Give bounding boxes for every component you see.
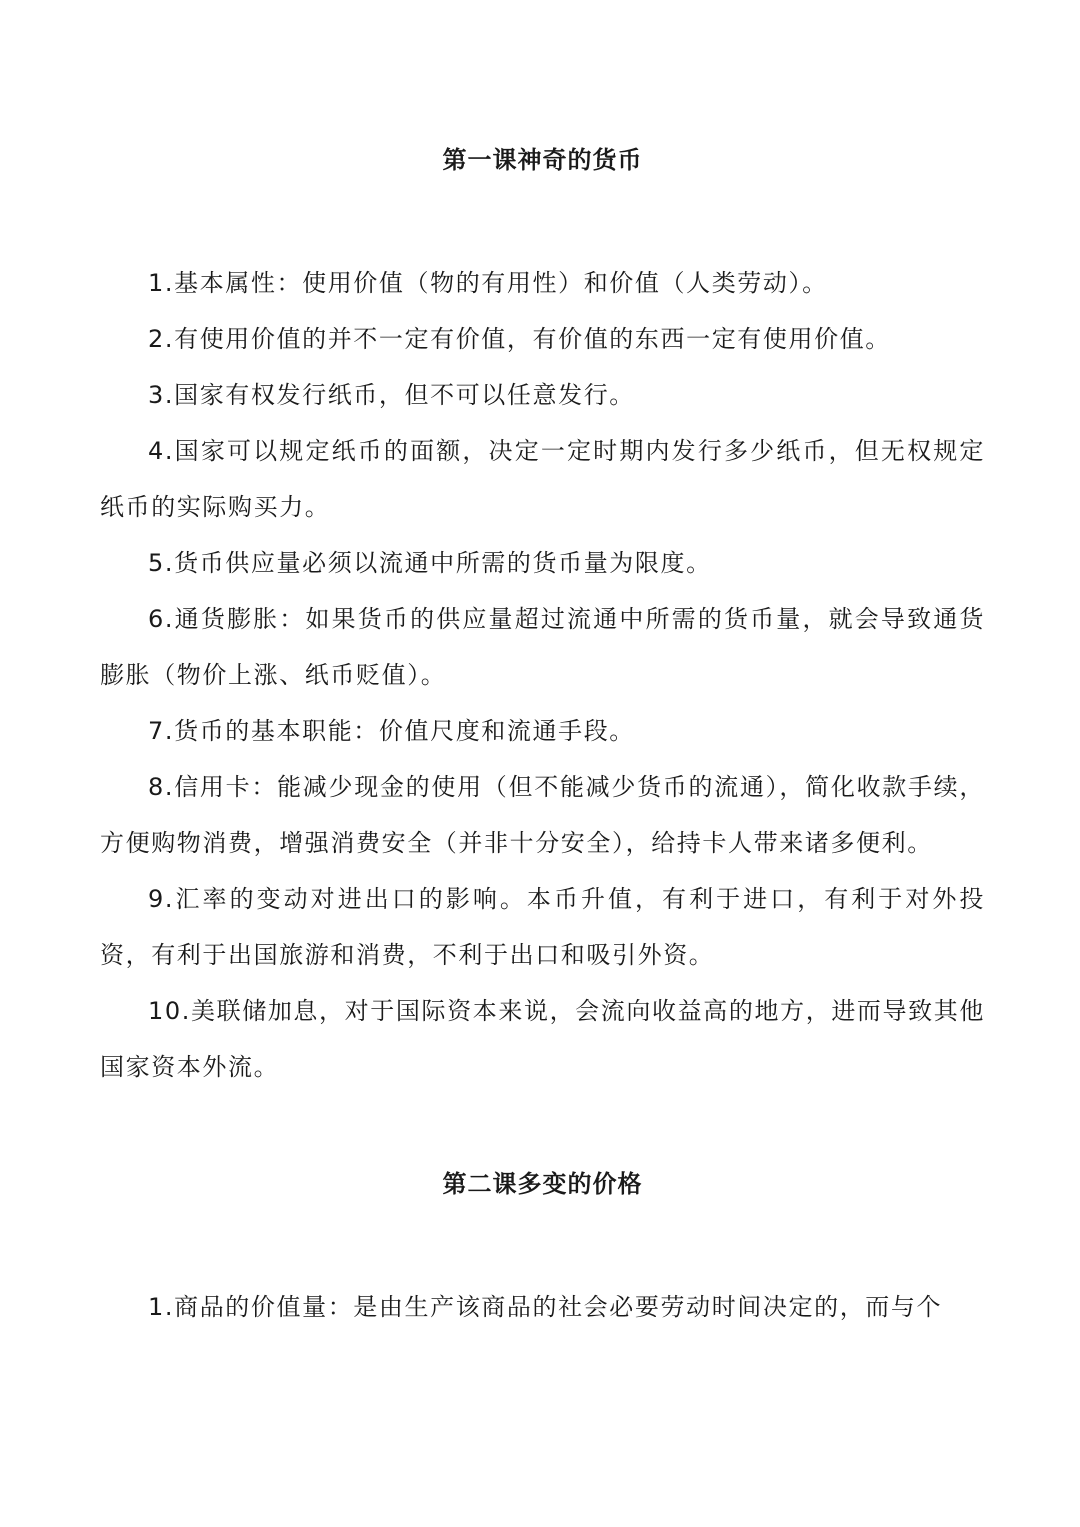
list-item: 5.货币供应量必须以流通中所需的货币量为限度。 <box>148 549 712 577</box>
list-item: 10.美联储加息，对于国际资本来说，会流向收益高的地方，进而导致其他国家资本外流。 <box>100 997 985 1081</box>
list-item: 6.通货膨胀：如果货币的供应量超过流通中所需的货币量，就会导致通货膨胀（物价上涨、纸币贬值）。 <box>100 605 985 689</box>
section-1-items <box>100 255 985 1095</box>
list-item: 3.国家有权发行纸币，但不可以任意发行。 <box>148 381 635 409</box>
list-item: 1.基本属性：使用价值（物的有用性）和价值（人类劳动）。 <box>148 269 828 297</box>
section-title-1: 第一课神奇的货币 <box>442 145 643 174</box>
list-item: 4.国家可以规定纸币的面额，决定一定时期内发行多少纸币，但无权规定纸币的实际购买力。 <box>100 437 985 521</box>
document-content <box>100 0 985 1335</box>
list-item: 1.商品的价值量：是由生产该商品的社会必要劳动时间决定的，而与个 <box>148 1293 943 1321</box>
list-item: 9.汇率的变动对进出口的影响。本币升值，有利于进口，有利于对外投资，有利于出国旅游和消费，不利于出口和吸引外资。 <box>100 885 985 969</box>
list-item: 8.信用卡：能减少现金的使用（但不能减少货币的流通），简化收款手续，方便购物消费，增强消费安全（并非十分安全），给持卡人带来诸多便利。 <box>100 773 985 857</box>
section-2-items <box>100 1279 985 1335</box>
section-title-2: 第二课多变的价格 <box>442 1169 643 1198</box>
list-item: 2.有使用价值的并不一定有价值，有价值的东西一定有使用价值。 <box>148 325 891 353</box>
list-item: 7.货币的基本职能：价值尺度和流通手段。 <box>148 717 635 745</box>
